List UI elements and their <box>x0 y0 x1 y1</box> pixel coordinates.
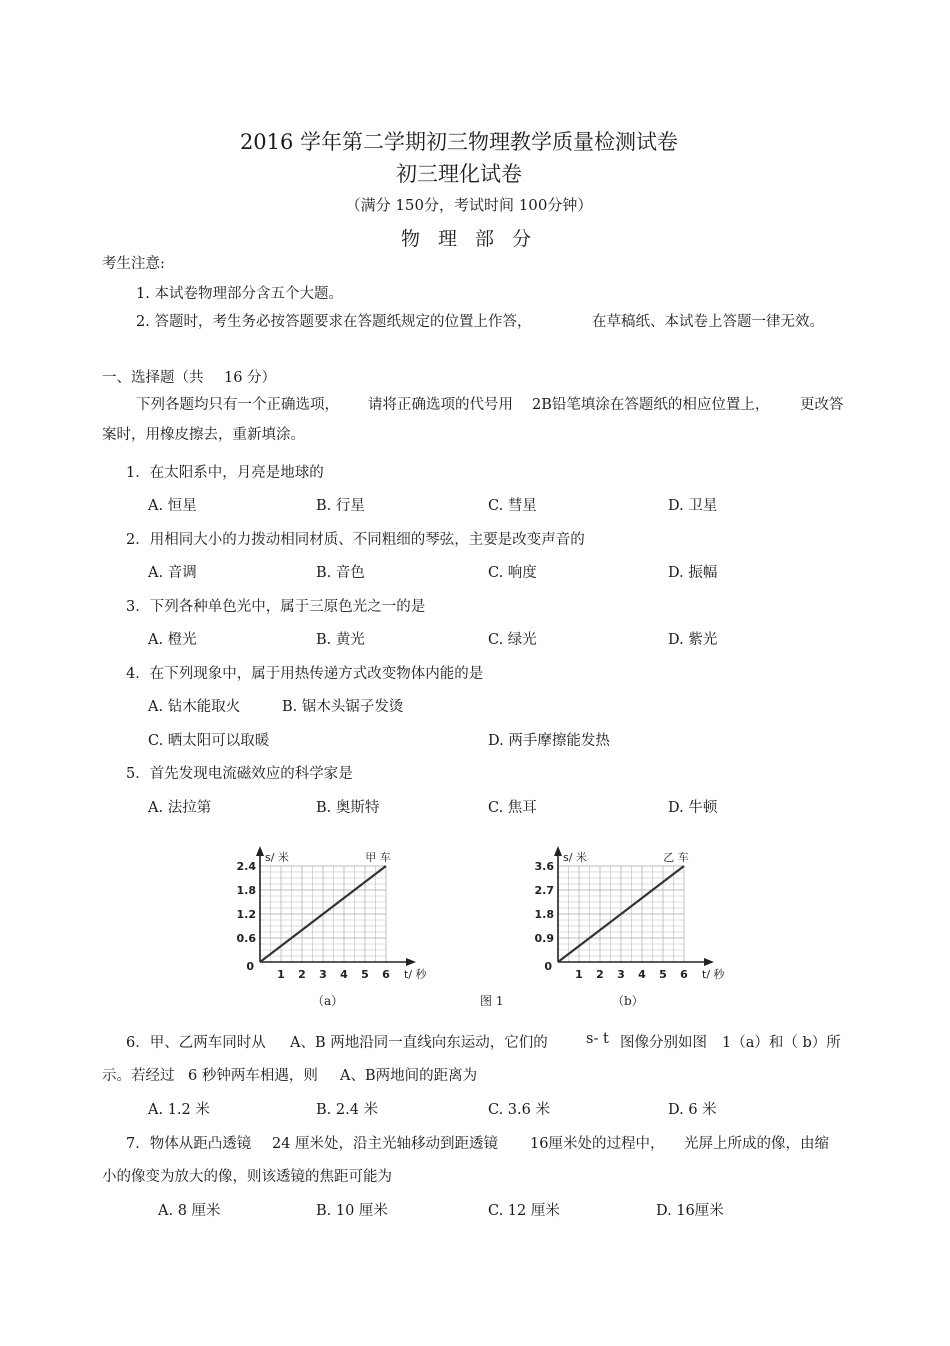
q2-option-b: B. 音色 <box>316 565 365 581</box>
exam-subtitle: 初三理化试卷 <box>396 162 522 186</box>
q6-option-c: C. 3.6 米 <box>488 1102 550 1118</box>
q7-option-c: C. 12 厘米 <box>488 1203 560 1219</box>
chart-b-y-tick-label: 0.9 <box>534 932 554 945</box>
chart-b-title: 乙 车 <box>663 851 689 864</box>
part1-heading: 一、选择题（共 <box>102 370 204 386</box>
q5-option-a: A. 法拉第 <box>148 800 212 816</box>
chart-b-y-tick-label: 2.7 <box>534 884 554 897</box>
q6-option-b: B. 2.4 米 <box>316 1102 379 1118</box>
chart-b-y-tick-label: 3.6 <box>534 860 554 873</box>
q7-option-a: A. 8 厘米 <box>158 1203 221 1219</box>
q4-option-c: C. 晒太阳可以取暖 <box>148 733 270 749</box>
chart-b-y-axis-arrow <box>554 846 562 856</box>
instructions-1d: 更改答 <box>800 397 844 413</box>
chart-a-x-tick-label: 5 <box>361 968 369 981</box>
chart-a-y-axis-arrow <box>256 846 264 856</box>
chart-a-x-tick-label: 1 <box>277 968 285 981</box>
chart-b-x-tick-label: 2 <box>596 968 604 981</box>
figure-1b-chart <box>520 840 725 985</box>
chart-a-x-tick-label: 6 <box>382 968 390 981</box>
question-4-stem: 4．在下列现象中，属于用热传递方式改变物体内能的是 <box>126 666 484 682</box>
chart-b-x-tick-label: 4 <box>638 968 646 981</box>
q4-option-b: B. 锯木头锯子发烫 <box>282 699 404 715</box>
figure-caption: 图 1 <box>480 994 504 1008</box>
question-6-stem-h: A、B两地间的距离为 <box>340 1068 478 1084</box>
q4-option-d: D. 两手摩擦能发热 <box>488 733 610 749</box>
question-7-stem-a: 7．物体从距凸透镜 <box>126 1136 252 1152</box>
q1-option-c: C. 彗星 <box>488 498 537 514</box>
q5-option-d: D. 牛顿 <box>668 800 718 816</box>
q2-option-c: C. 响度 <box>488 565 537 581</box>
q6-option-d: D. 6 米 <box>668 1102 717 1118</box>
q6-option-a: A. 1.2 米 <box>148 1102 210 1118</box>
notice-item-2-cont: 在草稿纸、本试卷上答题一律无效。 <box>592 314 824 330</box>
chart-a-x-tick-label: 2 <box>298 968 306 981</box>
chart-b-x-tick-label: 3 <box>617 968 625 981</box>
q3-option-d: D. 紫光 <box>668 632 718 648</box>
question-3-stem: 3．下列各种单色光中，属于三原色光之一的是 <box>126 599 426 615</box>
figure-1a-chart <box>222 840 427 985</box>
chart-a-origin-label: 0 <box>246 960 254 973</box>
chart-a-y-tick-label: 2.4 <box>236 860 256 873</box>
chart-b-x-tick-label: 6 <box>680 968 688 981</box>
chart-b-y-tick-label: 1.8 <box>534 908 554 921</box>
question-7-stem-d: 光屏上所成的像，由缩 <box>684 1136 829 1152</box>
question-1-stem: 1．在太阳系中，月亮是地球的 <box>126 465 324 481</box>
figure-1a-tag: （a） <box>312 994 344 1008</box>
notice-item-1: 1. 本试卷物理部分含五个大题。 <box>136 286 343 302</box>
chart-a-x-axis-label: t/ 秒 <box>404 968 427 981</box>
question-6-stem-d: 图像分别如图 <box>620 1035 707 1051</box>
q3-option-c: C. 绿光 <box>488 632 537 648</box>
question-6-stem-g: 6 秒钟两车相遇，则 <box>188 1068 318 1084</box>
chart-b-y-axis-label: s/ 米 <box>563 851 587 864</box>
question-6-stem-c: s- t <box>586 1031 609 1047</box>
question-6-stem-f: 示。若经过 <box>102 1068 175 1084</box>
q4-option-a: A. 钻木能取火 <box>148 699 241 715</box>
chart-a-x-tick-label: 4 <box>340 968 348 981</box>
exam-title: 2016 学年第二学期初三物理教学质量检测试卷 <box>239 130 679 154</box>
question-6-stem-a: 6．甲、乙两车同时从 <box>126 1035 266 1051</box>
chart-b-x-axis-arrow <box>704 958 714 966</box>
question-2-stem: 2．用相同大小的力拨动相同材质、不同粗细的琴弦，主要是改变声音的 <box>126 532 585 548</box>
chart-a-y-axis-label: s/ 米 <box>265 851 289 864</box>
q5-option-b: B. 奥斯特 <box>316 800 380 816</box>
question-7-stem-e: 小的像变为放大的像，则该透镜的焦距可能为 <box>102 1169 392 1185</box>
q1-option-d: D. 卫星 <box>668 498 718 514</box>
q3-option-a: A. 橙光 <box>148 632 197 648</box>
instructions-1c: 2B铅笔填涂在答题纸的相应位置上， <box>532 397 770 413</box>
q2-option-a: A. 音调 <box>148 565 197 581</box>
q3-option-b: B. 黄光 <box>316 632 365 648</box>
chart-a-x-tick-label: 3 <box>319 968 327 981</box>
chart-a-y-tick-label: 0.6 <box>236 932 256 945</box>
instructions-2: 案时，用橡皮擦去，重新填涂。 <box>102 427 305 443</box>
question-6-stem-e: 1（a）和（ b）所 <box>722 1035 841 1051</box>
exam-info: （满分 150分，考试时间 100分钟） <box>345 196 593 214</box>
chart-a-y-tick-label: 1.2 <box>236 908 256 921</box>
chart-b-x-tick-label: 1 <box>575 968 583 981</box>
figure-1b-tag: （b） <box>612 994 644 1008</box>
question-5-stem: 5．首先发现电流磁效应的科学家是 <box>126 766 353 782</box>
instructions-1a: 下列各题均只有一个正确选项， <box>136 397 339 413</box>
chart-a-y-tick-label: 1.8 <box>236 884 256 897</box>
question-7-stem-b: 24 厘米处，沿主光轴移动到距透镜 <box>272 1136 499 1152</box>
part1-heading-score: 16 分） <box>224 370 277 386</box>
chart-a-title: 甲 车 <box>365 851 391 864</box>
section-title: 物 理 部 分 <box>400 228 538 250</box>
chart-b-x-axis-label: t/ 秒 <box>702 968 725 981</box>
instructions-1b: 请将正确选项的代号用 <box>368 397 513 413</box>
notice-label: 考生注意: <box>102 256 165 272</box>
q2-option-d: D. 振幅 <box>668 565 718 581</box>
q7-option-b: B. 10 厘米 <box>316 1203 388 1219</box>
notice-item-2: 2. 答题时，考生务必按答题要求在答题纸规定的位置上作答， <box>136 314 532 330</box>
q5-option-c: C. 焦耳 <box>488 800 537 816</box>
question-6-stem-b: A、B 两地沿同一直线向东运动，它们的 <box>290 1035 548 1051</box>
q1-option-b: B. 行星 <box>316 498 365 514</box>
q1-option-a: A. 恒星 <box>148 498 197 514</box>
question-7-stem-c: 16厘米处的过程中， <box>530 1136 665 1152</box>
chart-a-x-axis-arrow <box>406 958 416 966</box>
q7-option-d: D. 16厘米 <box>656 1203 724 1219</box>
chart-b-origin-label: 0 <box>544 960 552 973</box>
chart-b-x-tick-label: 5 <box>659 968 667 981</box>
